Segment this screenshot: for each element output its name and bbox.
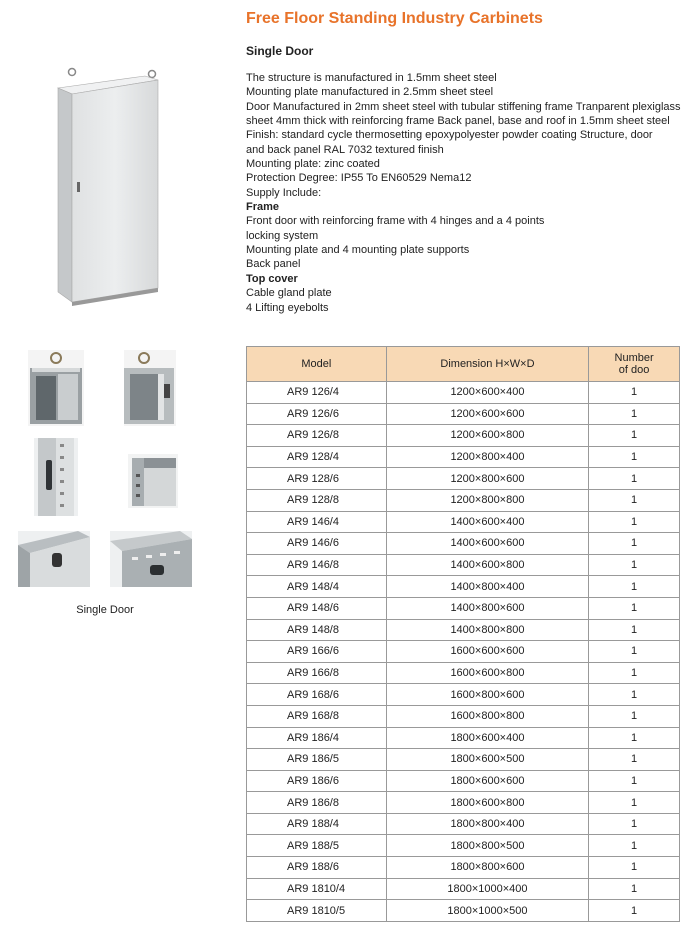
table-row bbox=[247, 425, 680, 447]
dimension-cell: 1200×800×800 bbox=[386, 489, 588, 511]
dimension-cell: 1200×800×400 bbox=[386, 446, 588, 468]
description-line: and back panel RAL 7032 textured finish bbox=[246, 143, 444, 156]
model-cell: AR9 126/8 bbox=[247, 425, 387, 447]
description-heading: Top cover bbox=[246, 272, 298, 285]
model-cell: AR9 188/5 bbox=[247, 835, 387, 857]
door-count-cell: 1 bbox=[589, 641, 680, 663]
door-count-cell: 1 bbox=[589, 878, 680, 900]
description-line: Finish: standard cycle thermosetting epoxypolyester powder coating Structure, door bbox=[246, 129, 653, 142]
gallery-caption: Single Door bbox=[76, 604, 134, 616]
table-row bbox=[247, 813, 680, 835]
lock-handle-photo bbox=[34, 438, 78, 516]
bottom-corner-photo bbox=[110, 531, 192, 587]
door-count-cell: 1 bbox=[589, 468, 680, 490]
model-cell: AR9 168/6 bbox=[247, 684, 387, 706]
table-row bbox=[247, 446, 680, 468]
dimension-cell: 1400×600×600 bbox=[386, 533, 588, 555]
model-cell: AR9 186/4 bbox=[247, 727, 387, 749]
table-row bbox=[247, 511, 680, 533]
spec-table bbox=[246, 346, 680, 922]
door-count-cell: 1 bbox=[589, 813, 680, 835]
dimension-cell: 1400×800×600 bbox=[386, 597, 588, 619]
dimension-cell: 1600×600×600 bbox=[386, 641, 588, 663]
description-line: Front door with reinforcing frame with 4 hinges and a 4 points bbox=[246, 215, 545, 228]
description-line: The structure is manufactured in 1.5mm sheet steel bbox=[246, 72, 497, 84]
column-header-dimension: Dimension H×W×D bbox=[386, 347, 588, 382]
table-row bbox=[247, 684, 680, 706]
section-subtitle: Single Door bbox=[246, 44, 314, 58]
column-header-number-line1: Number bbox=[614, 352, 654, 364]
column-header-model: Model bbox=[247, 347, 387, 382]
dimension-cell: 1400×800×400 bbox=[386, 576, 588, 598]
dimension-cell: 1800×600×600 bbox=[386, 770, 588, 792]
door-count-cell: 1 bbox=[589, 770, 680, 792]
table-row bbox=[247, 597, 680, 619]
dimension-cell: 1600×800×600 bbox=[386, 684, 588, 706]
model-cell: AR9 146/8 bbox=[247, 554, 387, 576]
dimension-cell: 1800×600×400 bbox=[386, 727, 588, 749]
dimension-cell: 1800×800×500 bbox=[386, 835, 588, 857]
table-row bbox=[247, 662, 680, 684]
door-count-cell: 1 bbox=[589, 662, 680, 684]
model-cell: AR9 188/4 bbox=[247, 813, 387, 835]
cabinet-photo bbox=[50, 66, 160, 306]
model-cell: AR9 146/4 bbox=[247, 511, 387, 533]
model-cell: AR9 126/6 bbox=[247, 403, 387, 425]
door-count-cell: 1 bbox=[589, 511, 680, 533]
dimension-cell: 1800×600×500 bbox=[386, 749, 588, 771]
model-cell: AR9 186/8 bbox=[247, 792, 387, 814]
model-cell: AR9 188/6 bbox=[247, 857, 387, 879]
description-line: Supply Include: bbox=[246, 186, 322, 199]
door-count-cell: 1 bbox=[589, 727, 680, 749]
door-count-cell: 1 bbox=[589, 576, 680, 598]
door-count-cell: 1 bbox=[589, 382, 680, 404]
model-cell: AR9 128/6 bbox=[247, 468, 387, 490]
dimension-cell: 1200×600×400 bbox=[386, 382, 588, 404]
table-row bbox=[247, 770, 680, 792]
model-cell: AR9 186/5 bbox=[247, 749, 387, 771]
column-header-number bbox=[589, 347, 680, 382]
dimension-cell: 1400×800×800 bbox=[386, 619, 588, 641]
table-header-row bbox=[247, 347, 680, 382]
description-line: sheet 4mm thick with reinforcing frame Back panel, base and roof in 1.5mm sheet steel bbox=[246, 115, 670, 128]
page-title: Free Floor Standing Industry Carbinets bbox=[246, 10, 543, 27]
mounting-bracket-photo bbox=[18, 531, 90, 587]
door-count-cell: 1 bbox=[589, 792, 680, 814]
description-line: 4 Lifting eyebolts bbox=[246, 301, 329, 314]
table-row bbox=[247, 641, 680, 663]
model-cell: AR9 166/6 bbox=[247, 641, 387, 663]
door-count-cell: 1 bbox=[589, 835, 680, 857]
dimension-cell: 1200×800×600 bbox=[386, 468, 588, 490]
hinge-corner-photo bbox=[124, 350, 176, 426]
model-cell: AR9 168/8 bbox=[247, 705, 387, 727]
table-row bbox=[247, 489, 680, 511]
description-line: Mounting plate: zinc coated bbox=[246, 158, 380, 171]
dimension-cell: 1600×600×800 bbox=[386, 662, 588, 684]
door-count-cell: 1 bbox=[589, 900, 680, 922]
frame-corner-photo bbox=[128, 454, 178, 508]
description-line: Mounting plate and 4 mounting plate supports bbox=[246, 244, 470, 257]
model-cell: AR9 146/6 bbox=[247, 533, 387, 555]
model-cell: AR9 1810/5 bbox=[247, 900, 387, 922]
table-row bbox=[247, 554, 680, 576]
model-cell: AR9 148/6 bbox=[247, 597, 387, 619]
table-row bbox=[247, 382, 680, 404]
model-cell: AR9 128/4 bbox=[247, 446, 387, 468]
eyebolt-corner-photo bbox=[28, 350, 84, 426]
dimension-cell: 1800×800×400 bbox=[386, 813, 588, 835]
dimension-cell: 1800×1000×400 bbox=[386, 878, 588, 900]
table-row bbox=[247, 900, 680, 922]
table-row bbox=[247, 468, 680, 490]
dimension-cell: 1200×600×600 bbox=[386, 403, 588, 425]
table-row bbox=[247, 792, 680, 814]
door-count-cell: 1 bbox=[589, 403, 680, 425]
door-count-cell: 1 bbox=[589, 446, 680, 468]
model-cell: AR9 128/8 bbox=[247, 489, 387, 511]
description-line: Back panel bbox=[246, 258, 301, 271]
description-line: Cable gland plate bbox=[246, 287, 332, 300]
model-cell: AR9 166/8 bbox=[247, 662, 387, 684]
table-row bbox=[247, 878, 680, 900]
table-row bbox=[247, 403, 680, 425]
column-header-number-line2: of doo bbox=[618, 364, 650, 376]
dimension-cell: 1400×600×400 bbox=[386, 511, 588, 533]
table-row bbox=[247, 533, 680, 555]
door-count-cell: 1 bbox=[589, 857, 680, 879]
model-cell: AR9 186/6 bbox=[247, 770, 387, 792]
door-count-cell: 1 bbox=[589, 554, 680, 576]
door-count-cell: 1 bbox=[589, 533, 680, 555]
dimension-cell: 1800×800×600 bbox=[386, 857, 588, 879]
dimension-cell: 1200×600×800 bbox=[386, 425, 588, 447]
dimension-cell: 1600×800×800 bbox=[386, 705, 588, 727]
table-row bbox=[247, 835, 680, 857]
table-row bbox=[247, 857, 680, 879]
table-row bbox=[247, 619, 680, 641]
door-count-cell: 1 bbox=[589, 684, 680, 706]
door-count-cell: 1 bbox=[589, 489, 680, 511]
description-heading: Frame bbox=[246, 201, 280, 214]
dimension-cell: 1800×1000×500 bbox=[386, 900, 588, 922]
description-line: Mounting plate manufactured in 2.5mm sheet steel bbox=[246, 86, 494, 99]
door-count-cell: 1 bbox=[589, 619, 680, 641]
door-count-cell: 1 bbox=[589, 749, 680, 771]
door-count-cell: 1 bbox=[589, 597, 680, 619]
door-count-cell: 1 bbox=[589, 425, 680, 447]
description-line: Door Manufactured in 2mm sheet steel with tubular stiffening frame Tranparent plexiglass bbox=[246, 100, 681, 113]
product-description bbox=[246, 71, 686, 315]
table-row bbox=[247, 576, 680, 598]
table-row bbox=[247, 705, 680, 727]
door-count-cell: 1 bbox=[589, 705, 680, 727]
description-line: Protection Degree: IP55 To EN60529 Nema12 bbox=[246, 172, 472, 185]
table-row bbox=[247, 749, 680, 771]
model-cell: AR9 148/8 bbox=[247, 619, 387, 641]
model-cell: AR9 1810/4 bbox=[247, 878, 387, 900]
table-row bbox=[247, 727, 680, 749]
dimension-cell: 1800×600×800 bbox=[386, 792, 588, 814]
dimension-cell: 1400×600×800 bbox=[386, 554, 588, 576]
model-cell: AR9 126/4 bbox=[247, 382, 387, 404]
description-line: locking system bbox=[246, 229, 319, 242]
model-cell: AR9 148/4 bbox=[247, 576, 387, 598]
